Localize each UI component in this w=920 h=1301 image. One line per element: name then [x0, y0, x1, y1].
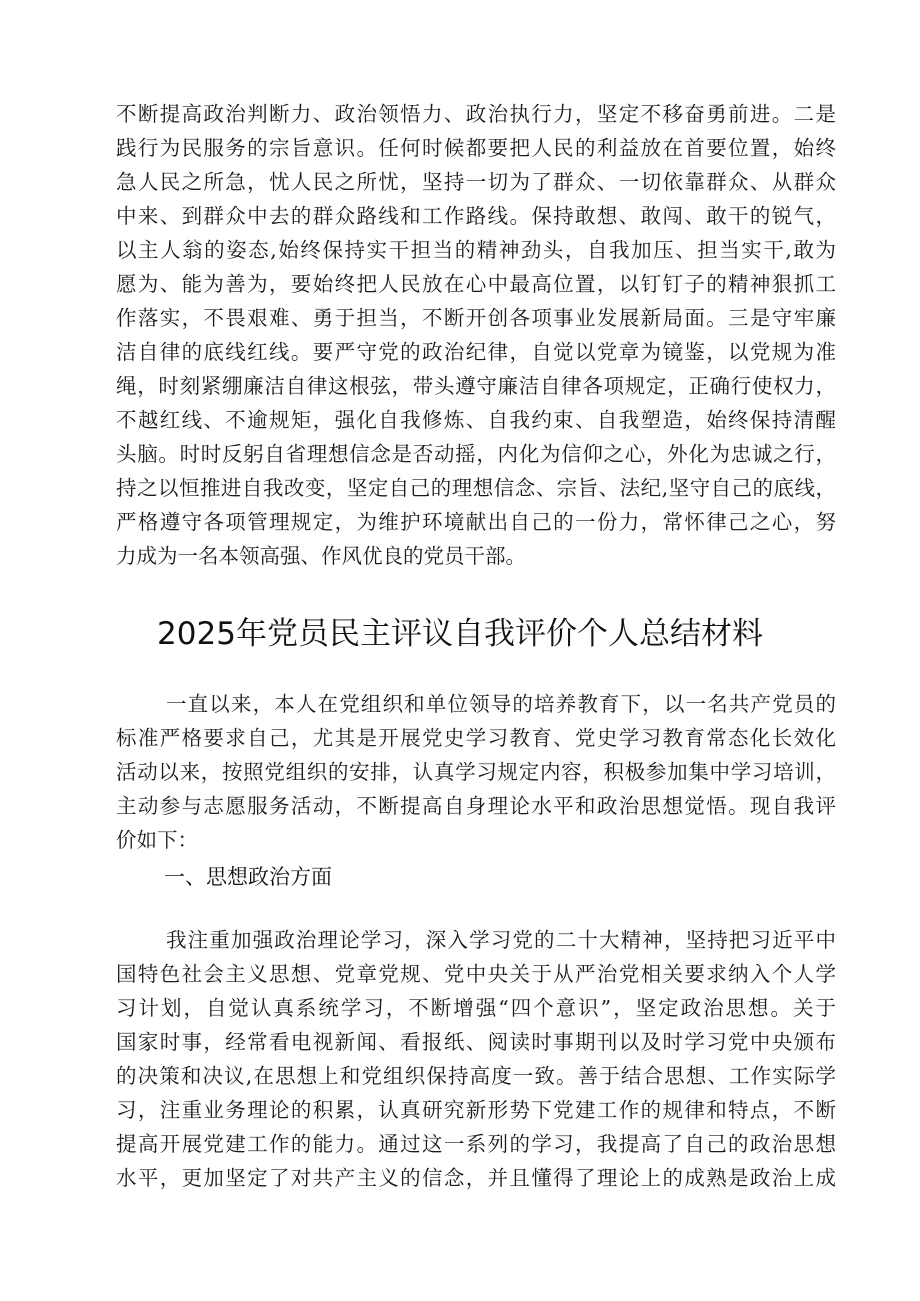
text-line: 力成为一名本领高强、作风优良的党员干部。 [116, 544, 526, 568]
text-line: 洁自律的底线红线。要严守党的政治纪律，自觉以党章为镜鉴，以党规为准 [116, 340, 836, 364]
text-line: 我注重加强政治理论学习，深入学习党的二十大精神，坚持把习近平中 [166, 928, 836, 952]
text-line: 持之以恒推进自我改变，坚定自己的理想信念、宗旨、法纪,坚守自己的底线， [116, 476, 836, 500]
document-title: 2025年党员民主评议自我评价个人总结材料 [157, 616, 763, 652]
text-line: 绳，时刻紧绷廉洁自律这根弦，带头遵守廉洁自律各项规定，正确行使权力， [116, 374, 836, 398]
text-line: 标准严格要求自己，尤其是开展党史学习教育、党史学习教育常态化长效化 [116, 726, 836, 750]
text-line: 严格遵守各项管理规定，为维护环境献出自己的一份力，常怀律己之心，努 [116, 510, 836, 534]
text-line: 习计划，自觉认真系统学习，不断增强“四个意识”，坚定政治思想。关于 [116, 996, 836, 1020]
text-line: 习，注重业务理论的积累，认真研究新形势下党建工作的规律和特点，不断 [116, 1098, 836, 1122]
text-line: 中来、到群众中去的群众路线和工作路线。保持敢想、敢闯、敢干的锐气， [116, 204, 836, 228]
text-line: 的决策和决议,在思想上和党组织保持高度一致。善于结合思想、工作实际学 [116, 1064, 836, 1088]
text-line: 不越红线、不逾规矩，强化自我修炼、自我约束、自我塑造，始终保持清醒 [116, 408, 836, 432]
text-line: 作落实，不畏艰难、勇于担当，不断开创各项事业发展新局面。三是守牢廉 [116, 306, 836, 330]
text-line: 国特色社会主义思想、党章党规、党中央关于从严治党相关要求纳入个人学 [116, 962, 836, 986]
text-line: 水平，更加坚定了对共产主义的信念，并且懂得了理论上的成熟是政治上成 [116, 1166, 836, 1190]
text-line: 急人民之所急，忧人民之所忧，坚持一切为了群众、一切依靠群众、从群众 [116, 170, 836, 194]
text-line: 提高开展党建工作的能力。通过这一系列的学习，我提高了自己的政治思想 [116, 1132, 836, 1156]
text-line: 国家时事，经常看电视新闻、看报纸、阅读时事期刊以及时学习党中央颁布 [116, 1030, 836, 1054]
text-line: 以主人翁的姿态,始终保持实干担当的精神劲头，自我加压、担当实干,敢为 [116, 238, 836, 262]
text-line: 主动参与志愿服务活动，不断提高自身理论水平和政治思想觉悟。现自我评 [116, 794, 836, 818]
text-line: 价如下： [116, 828, 198, 852]
text-line: 活动以来，按照党组织的安排，认真学习规定内容，积极参加集中学习培训， [116, 760, 836, 784]
text-line: 践行为民服务的宗旨意识。任何时候都要把人民的利益放在首要位置，始终 [116, 136, 836, 160]
text-line: 一直以来，本人在党组织和单位领导的培养教育下，以一名共产党员的 [166, 692, 836, 716]
text-line: 愿为、能为善为，要始终把人民放在心中最高位置，以钉钉子的精神狠抓工 [116, 272, 836, 296]
text-line: 头脑。时时反躬自省理想信念是否动摇，内化为信仰之心，外化为忠诚之行， [116, 442, 836, 466]
section-heading: 一、思想政治方面 [164, 865, 332, 889]
text-line: 不断提高政治判断力、政治领悟力、政治执行力，坚定不移奋勇前进。二是 [116, 102, 836, 126]
